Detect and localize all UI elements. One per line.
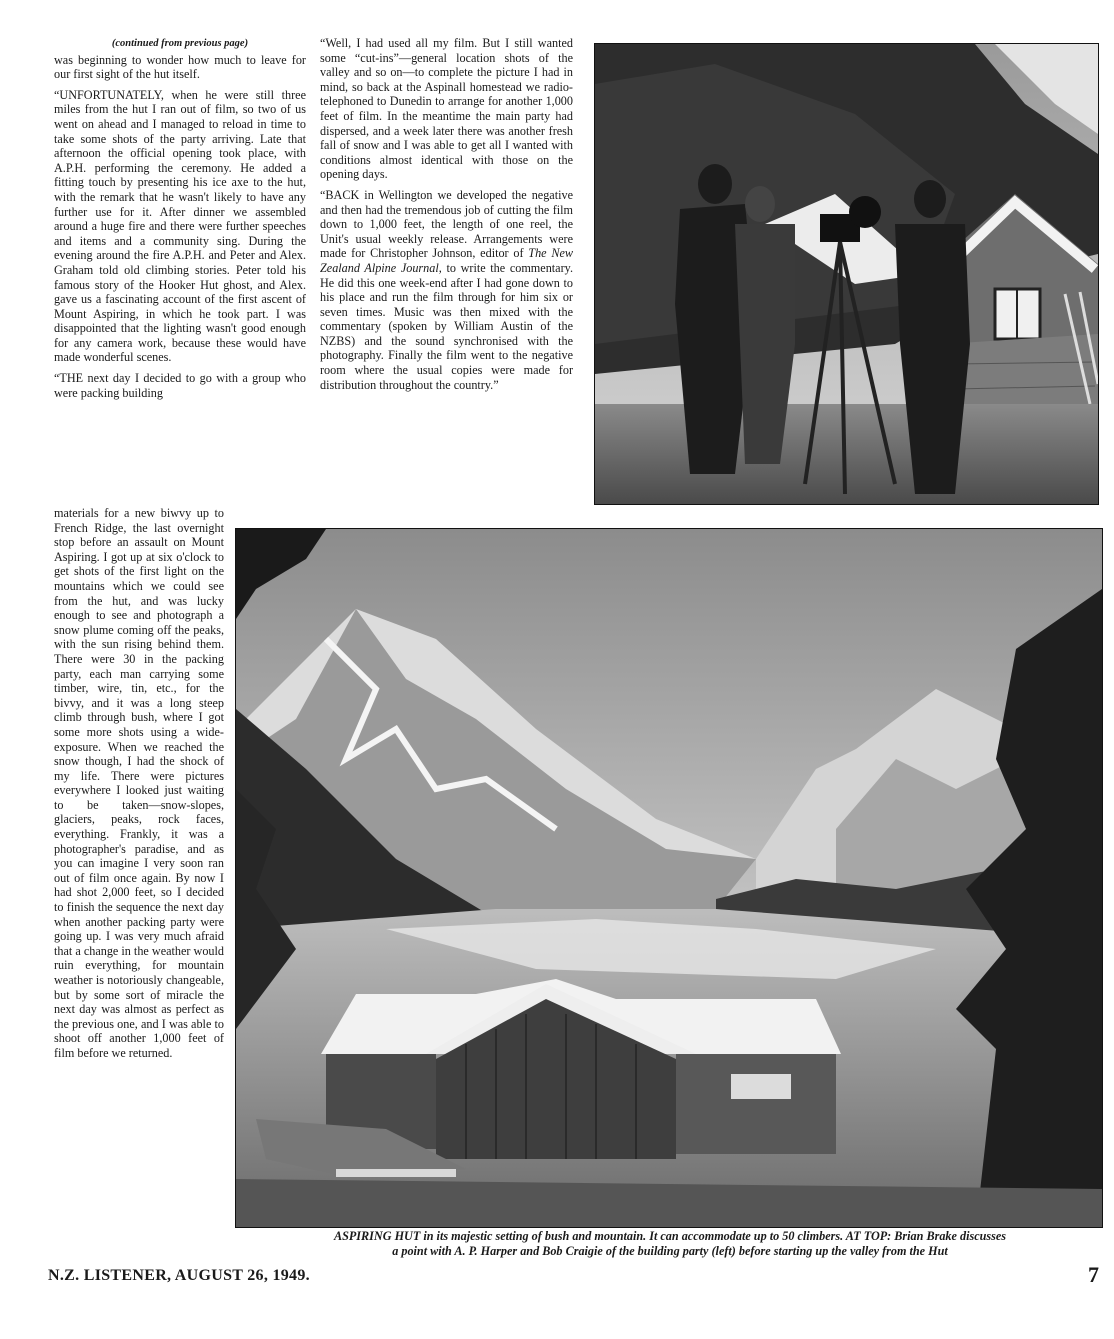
paragraph-text: when he were still three miles from the hut I ran out of film, so two of us went on ahead and I managed to reload in time to take some shots of the party arriving. Late that afternoon the official opening took place, with A.P.H. performing the ceremony. He added a fitting touch by presenting his ice axe to the hut, with the remark that he wasn't likely to have any further use for it. After dinner we assembled around a huge fire and there were further speeches and items and a community sing. During the evening around the fire A.P.H. and Peter and Alex. Graham told old climbing stories. Peter told his famous story of the Hooker Hut ghost, and Alex. gave us a fascinating account of the first ascent of Mount Aspiring, in which he took part. I was disappointed that the lighting wasn't good enough for any camera work, because these would have made wonderful scenes. (54, 87, 306, 365)
paragraph-lead: “UNFORTUNATELY, (54, 87, 164, 102)
photo-caption (235, 1229, 1105, 1258)
caption-line: a point with A. P. Harper and Bob Craigie of the building party (left) before starting up the valley from the Hut (392, 1243, 948, 1258)
photo-aspiring-hut-image (236, 529, 1102, 1227)
paragraph (320, 36, 573, 182)
text-column-middle (320, 36, 573, 392)
publication-footer: N.Z. LISTENER, AUGUST 26, 1949. (48, 1267, 310, 1284)
photo-men-with-camera-image (595, 44, 1098, 504)
paragraph-lead: “BACK (320, 187, 360, 202)
page-number: 7 (1088, 1262, 1099, 1287)
paragraph-text: was beginning to wonder how much to leave for our first sight of the hut itself. (54, 52, 306, 82)
paragraph-lead: “THE (54, 371, 84, 386)
text-column-left-narrow (54, 506, 224, 1061)
paragraph-text: next day I decided to go with a group who were packing building (54, 371, 306, 400)
caption-line: ASPIRING HUT in its majestic setting of bush and mountain. It can accommodate up to 50 climbers. AT TOP: Brian Brake discusses (333, 1229, 1007, 1243)
journal-title: The New Zealand Alpine Journal, (320, 246, 574, 275)
continued-label: (continued from previous page) (111, 38, 249, 49)
paragraph (54, 371, 306, 400)
paragraph-text: to write the commentary. He did this one week-end after I had gone down to his place and run the film through for him six or seven times. Music was then mixed with the commentary (spoken by William Austin of the NZBS) and the sound synchronised with the photography. Finally the film went to the negative room where the usual copies were made for distribution throughout the country.” (320, 260, 573, 392)
paragraph (54, 506, 224, 1061)
photo-aspiring-hut (235, 528, 1103, 1228)
paragraph-text: “Well, I had used all my film. But I still wanted some “cut-ins”—general location shots of the valley and so on—to complete the picture I had in mind, so back at the Aspinall homestead we radio-telephoned to Dunedin to arrange for another 1,000 feet of film. In the meantime the main party had dispersed, and a week later there was another fresh fall of snow and I was able to get all I wanted with conditions almost identical with those on the opening days. (320, 36, 573, 182)
photo-men-with-camera (594, 43, 1099, 505)
paragraph-text: materials for a new biwvy up to French Ridge, the last overnight stop before an assault on Mount Aspiring. I got up at six o'clock to get shots of the first light on the mountains which we could see from the hut, and was lucky enough to see and photograph a snow plume coming off the peaks, with the sun rising behind them. There were 30 in the packing party, each man carrying some timber, wire, tin, etc., for the bivvy, and it was a long steep climb through bush, where I got some more shots using a wide-exposure. When we reached the snow though, I had the shock of my life. There were pictures everywhere I looked just waiting to be taken—snow-slopes, glaciers, peaks, rock faces, everything. Frankly, it was a photographer's paradise, and as you can imagine I very soon ran out of film once again. By now I had shot 2,000 feet, so I decided to finish the sequence the next day when another packing party were going up. I was very much afraid that a change in the weather would ruin everything, for mountain weather is notoriously changeable, but by some sort of miracle the next day was almost as perfect as the previous one, and I was able to shoot off another 1,000 feet of film before we returned. (54, 506, 224, 1060)
paragraph (54, 88, 306, 365)
paragraph (320, 188, 573, 392)
text-column-left (54, 37, 306, 400)
paragraph (54, 53, 306, 82)
paragraph-text: in Wellington we developed the negative and then had the tremendous job of cutting the film down to 1,000 feet, the length of one reel, the Unit's usual weekly release. Arrangements were made for Christopher Johnson, editor of (320, 187, 573, 261)
